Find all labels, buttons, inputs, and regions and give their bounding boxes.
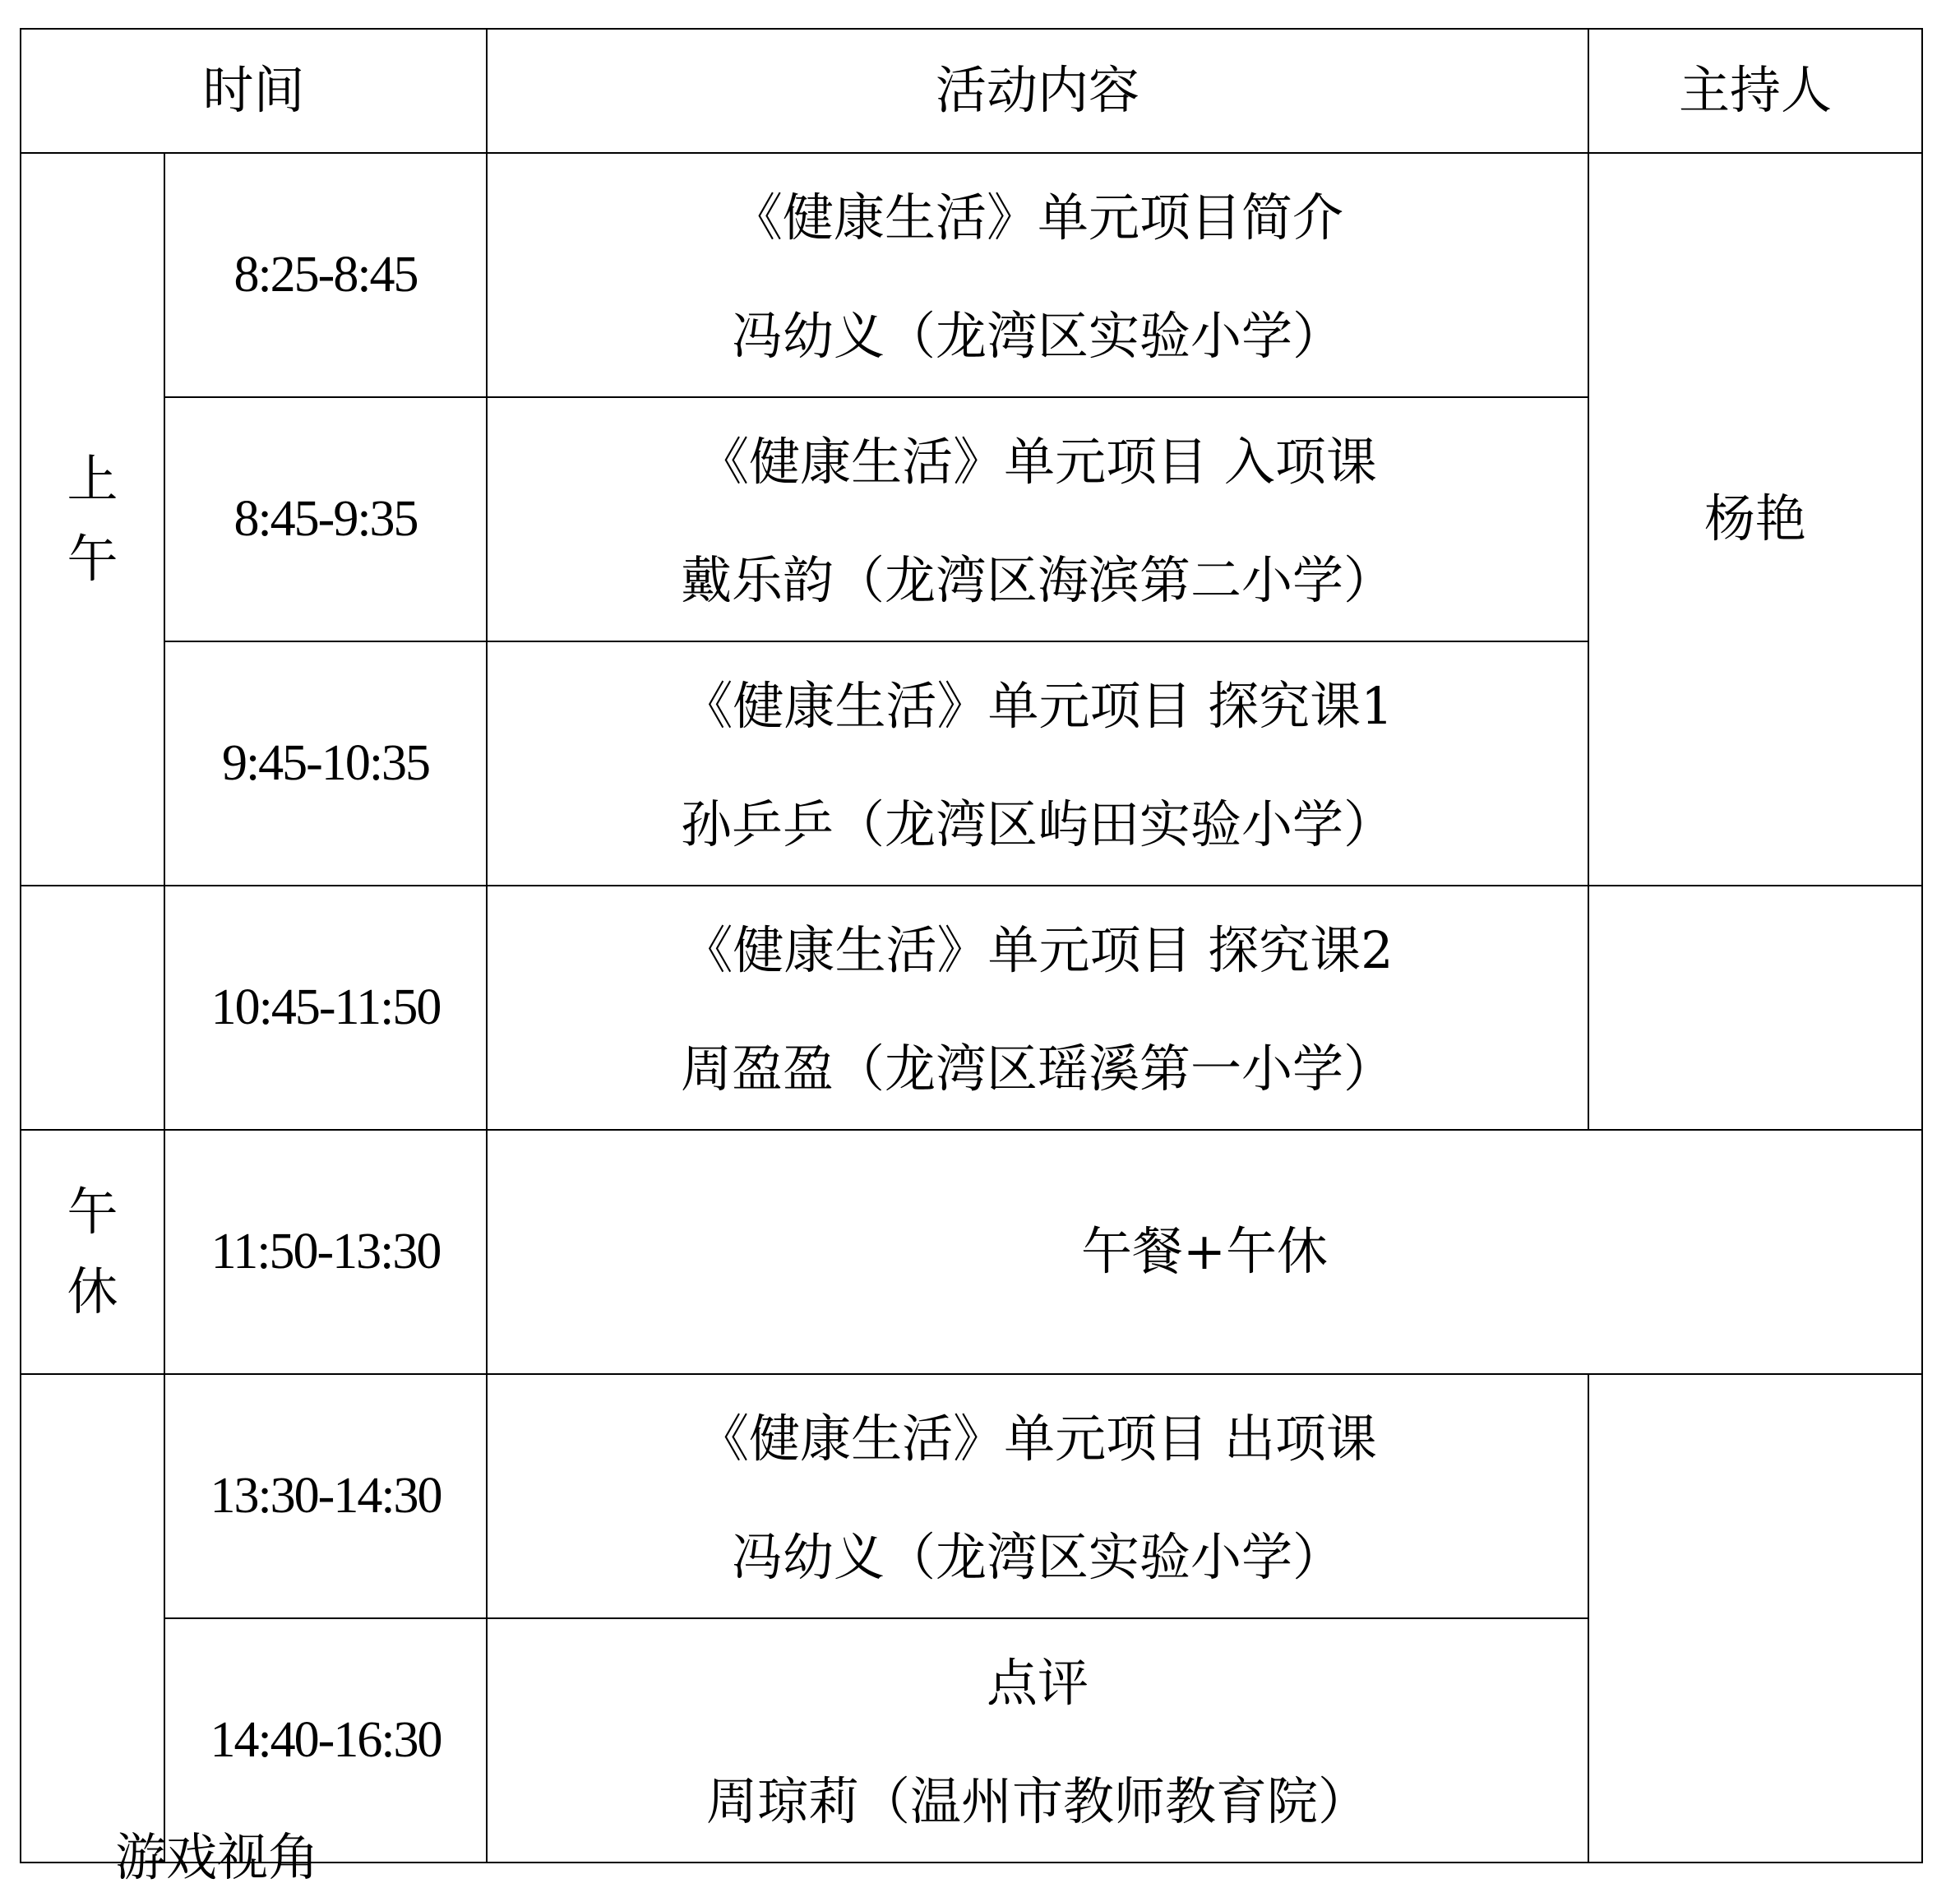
host-cell: 杨艳 [1588,153,1922,886]
content-title: 《健康生活》单元项目 出项课 [698,1408,1377,1469]
time-cell: 10:45-11:50 [164,886,487,1130]
period-cell [21,886,164,1130]
content-speaker: 周琼莉（温州市教师教育院） [706,1770,1370,1831]
time-cell: 13:30-14:30 [164,1374,487,1618]
time-cell: 8:25-8:45 [164,153,487,397]
content-title: 点评 [987,1652,1089,1713]
time-cell: 14:40-16:30 [164,1618,487,1863]
period-cell [21,1130,164,1374]
host-cell [1588,1374,1922,1863]
time-cell: 11:50-13:30 [164,1130,487,1374]
table-row [21,1374,1922,1618]
period-label: 上午 [67,449,118,589]
content-speaker: 戴乐韵（龙湾区海滨第二小学） [681,549,1395,610]
content-title: 午餐+午休 [1081,1221,1328,1282]
header-time: 时间 [21,29,487,153]
table-row [21,1130,1922,1374]
time-cell: 8:45-9:35 [164,397,487,641]
content-cell [487,1374,1588,1618]
header-row [21,29,1922,153]
period-label: 午休 [67,1182,118,1321]
content-cell [487,1618,1588,1863]
content-title: 《健康生活》单元项目 探究课1 [682,675,1394,736]
content-cell [487,886,1588,1130]
content-cell [487,397,1588,641]
schedule-table [20,28,1923,1863]
content-cell [487,641,1588,886]
header-content: 活动内容 [487,29,1588,153]
footer-heading: 游戏视角 [115,1827,320,1887]
content-speaker: 周盈盈（龙湾区瑶溪第一小学） [681,1038,1395,1099]
period-cell [21,1374,164,1863]
host-cell [1588,886,1922,1130]
content-cell [487,153,1588,397]
header-host: 主持人 [1588,29,1922,153]
content-cell [487,1130,1922,1374]
content-title: 《健康生活》单元项目 入项课 [698,431,1377,492]
content-title: 《健康生活》单元项目简介 [732,187,1344,248]
content-speaker: 冯幼义（龙湾区实验小学） [732,1526,1344,1587]
time-cell: 9:45-10:35 [164,641,487,886]
content-title: 《健康生活》单元项目 探究课2 [682,919,1394,980]
content-speaker: 冯幼义（龙湾区实验小学） [732,305,1344,366]
period-cell [21,153,164,886]
table-row [21,886,1922,1130]
table-row [21,153,1922,397]
content-speaker: 孙乒乒（龙湾区屿田实验小学） [681,794,1395,854]
